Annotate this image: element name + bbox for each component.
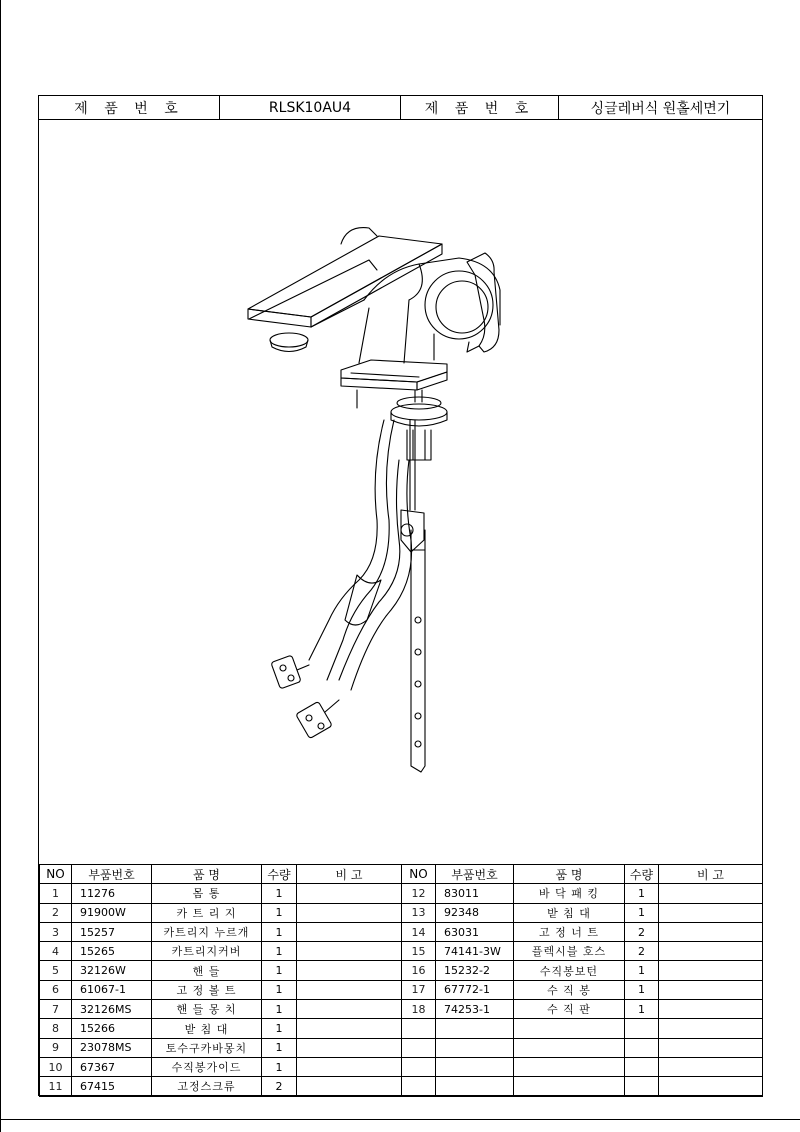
part-remark-left: [297, 1019, 402, 1038]
part-no-left: 5: [40, 961, 72, 980]
part-remark-left: [297, 922, 402, 941]
part-name-right: [514, 1057, 625, 1076]
part-name-left: 핸 들 몽 치: [152, 1000, 262, 1019]
part-name-right: 플렉시블 호스: [514, 942, 625, 961]
part-remark-left: [297, 942, 402, 961]
part-code-right: 15232-2: [436, 961, 514, 980]
page-bottom-rule: [0, 1119, 800, 1120]
part-no-left: 8: [40, 1019, 72, 1038]
part-name-left: 토수구카바몽치: [152, 1038, 262, 1057]
part-remark-left: [297, 1057, 402, 1076]
part-no-left: 6: [40, 980, 72, 999]
product-code: RLSK10AU4: [220, 96, 401, 119]
part-no-right: 15: [402, 942, 436, 961]
part-no-right: [402, 1077, 436, 1096]
part-name-right: [514, 1038, 625, 1057]
part-remark-right: [659, 942, 763, 961]
part-name-right: [514, 1077, 625, 1096]
part-code-left: 32126W: [72, 961, 152, 980]
hose-connector-1: [271, 655, 301, 689]
part-name-right: 받 침 대: [514, 903, 625, 922]
part-code-left: 67367: [72, 1057, 152, 1076]
vertical-plate: [411, 530, 425, 772]
header-part-name: 품 명: [514, 865, 625, 884]
part-no-left: 3: [40, 922, 72, 941]
product-number-label: 제 품 번 호: [39, 96, 220, 119]
product-name: 싱글레버식 원홀세면기: [590, 100, 731, 117]
header-qty: 수량: [625, 865, 659, 884]
part-no-right: 12: [402, 884, 436, 903]
header-part-code: 부품번호: [72, 865, 152, 884]
part-remark-left: [297, 961, 402, 980]
part-code-right: 83011: [436, 884, 514, 903]
table-row: [40, 1077, 763, 1096]
part-code-right: 67772-1: [436, 980, 514, 999]
table-row: [40, 942, 763, 961]
part-no-left: 11: [40, 1077, 72, 1096]
part-no-left: 1: [40, 884, 72, 903]
part-name-left: 몸 통: [152, 884, 262, 903]
part-no-left: 2: [40, 903, 72, 922]
product-number-label-2: 제 품 번 호: [401, 96, 559, 119]
part-name-right: 수 직 봉: [514, 980, 625, 999]
part-name-right: [514, 1019, 625, 1038]
part-no-right: 13: [402, 903, 436, 922]
part-no-left: 10: [40, 1057, 72, 1076]
header-part-name: 품 명: [152, 865, 262, 884]
hose-connector-2: [296, 701, 333, 738]
handle-lever: [467, 253, 499, 352]
part-code-right: [436, 1077, 514, 1096]
spout-front-face: [248, 309, 311, 327]
part-qty-right: 2: [625, 922, 659, 941]
part-code-left: 23078MS: [72, 1038, 152, 1057]
part-qty-right: 1: [625, 1000, 659, 1019]
part-remark-left: [297, 1038, 402, 1057]
part-no-right: [402, 1038, 436, 1057]
part-qty-right: 1: [625, 980, 659, 999]
table-row: [40, 1000, 763, 1019]
part-name-right: 수직봉보턴: [514, 961, 625, 980]
table-row: [40, 1057, 763, 1076]
part-qty-right: [625, 1077, 659, 1096]
part-remark-right: [659, 980, 763, 999]
part-no-right: 17: [402, 980, 436, 999]
part-code-right: 74253-1: [436, 1000, 514, 1019]
part-code-left: 91900W: [72, 903, 152, 922]
aerator: [270, 333, 308, 347]
part-remark-left: [297, 884, 402, 903]
part-name-left: 고정스크류: [152, 1077, 262, 1096]
part-name-left: 고 정 볼 트: [152, 980, 262, 999]
part-qty-left: 1: [262, 1038, 297, 1057]
part-code-left: 61067-1: [72, 980, 152, 999]
part-qty-left: 1: [262, 1000, 297, 1019]
part-code-left: 15265: [72, 942, 152, 961]
part-qty-right: [625, 1019, 659, 1038]
part-remark-right: [659, 903, 763, 922]
part-name-left: 받 침 대: [152, 1019, 262, 1038]
part-name-left: 카트리지커버: [152, 942, 262, 961]
part-qty-right: 1: [625, 884, 659, 903]
part-qty-right: 2: [625, 942, 659, 961]
part-qty-right: 1: [625, 961, 659, 980]
part-code-right: [436, 1019, 514, 1038]
part-qty-left: 2: [262, 1077, 297, 1096]
part-remark-right: [659, 884, 763, 903]
part-name-left: 핸 들: [152, 961, 262, 980]
part-code-left: 15266: [72, 1019, 152, 1038]
part-code-right: [436, 1038, 514, 1057]
table-row: [40, 961, 763, 980]
table-row: [40, 922, 763, 941]
part-name-left: 카 트 리 지: [152, 903, 262, 922]
header-part-code: 부품번호: [436, 865, 514, 884]
part-remark-right: [659, 922, 763, 941]
part-code-left: 15257: [72, 922, 152, 941]
part-qty-right: [625, 1057, 659, 1076]
table-row: [40, 1038, 763, 1057]
part-remark-right: [659, 1019, 763, 1038]
part-name-right: 수 직 판: [514, 1000, 625, 1019]
flexible-hose-1: [309, 420, 384, 660]
part-remark-left: [297, 1077, 402, 1096]
part-qty-left: 1: [262, 884, 297, 903]
part-no-right: [402, 1057, 436, 1076]
part-no-left: 7: [40, 1000, 72, 1019]
part-name-right: 바 닥 패 킹: [514, 884, 625, 903]
table-row: [40, 884, 763, 903]
part-no-right: 16: [402, 961, 436, 980]
part-name-left: 카트리지 누르개: [152, 922, 262, 941]
part-qty-left: 1: [262, 922, 297, 941]
part-name-left: 수직봉가이드: [152, 1057, 262, 1076]
part-remark-right: [659, 1077, 763, 1096]
page-left-rule: [0, 0, 1, 1132]
part-qty-right: 1: [625, 903, 659, 922]
part-code-left: 32126MS: [72, 1000, 152, 1019]
header-remark: 비 고: [659, 865, 763, 884]
part-code-right: [436, 1057, 514, 1076]
parts-list-table: [39, 864, 763, 1097]
header-qty: 수량: [262, 865, 297, 884]
part-remark-right: [659, 1038, 763, 1057]
header-remark: 비 고: [297, 865, 402, 884]
table-row: [40, 980, 763, 999]
part-no-left: 4: [40, 942, 72, 961]
part-qty-left: 1: [262, 980, 297, 999]
part-code-left: 67415: [72, 1077, 152, 1096]
mounting-nut: [397, 397, 441, 409]
part-qty-left: 1: [262, 1057, 297, 1076]
part-code-right: 63031: [436, 922, 514, 941]
part-no-right: 18: [402, 1000, 436, 1019]
title-block: [39, 96, 762, 120]
part-no-right: [402, 1019, 436, 1038]
part-code-right: 92348: [436, 903, 514, 922]
part-code-right: 74141-3W: [436, 942, 514, 961]
part-remark-right: [659, 1057, 763, 1076]
part-remark-left: [297, 903, 402, 922]
flexible-hose-2: [339, 460, 400, 680]
header-no: NO: [40, 865, 72, 884]
part-qty-left: 1: [262, 1019, 297, 1038]
part-code-left: 11276: [72, 884, 152, 903]
part-qty-left: 1: [262, 903, 297, 922]
body-upper: [364, 258, 500, 325]
part-qty-left: 1: [262, 961, 297, 980]
part-remark-left: [297, 1000, 402, 1019]
part-qty-right: [625, 1038, 659, 1057]
part-no-right: 14: [402, 922, 436, 941]
part-remark-right: [659, 1000, 763, 1019]
parts-header-row: [40, 865, 763, 884]
part-no-left: 9: [40, 1038, 72, 1057]
table-row: [40, 903, 763, 922]
header-no: NO: [402, 865, 436, 884]
table-row: [40, 1019, 763, 1038]
faucet-exploded-drawing-icon: [39, 120, 762, 864]
part-remark-left: [297, 980, 402, 999]
part-qty-left: 1: [262, 942, 297, 961]
parts-sheet: [38, 95, 763, 1096]
part-remark-right: [659, 961, 763, 980]
part-name-right: 고 정 너 트: [514, 922, 625, 941]
